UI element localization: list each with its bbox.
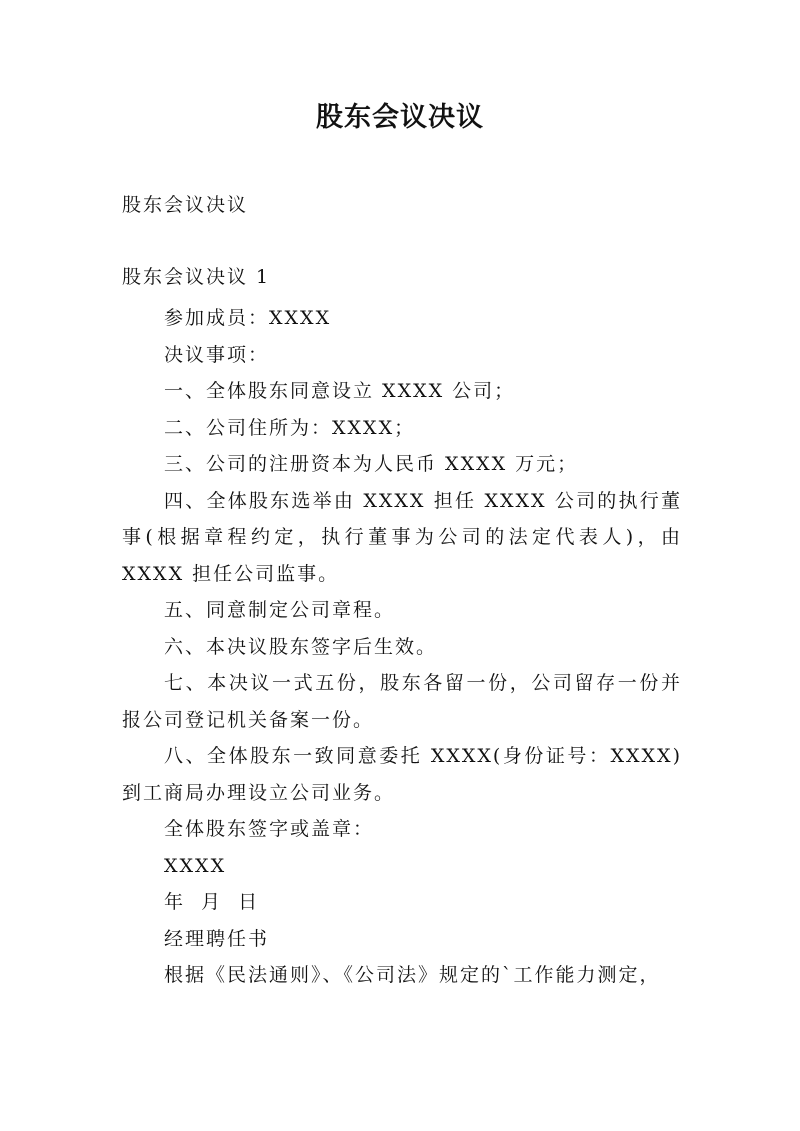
paragraph-signature-name: XXXX (164, 854, 227, 877)
document-body (122, 300, 682, 994)
paragraph-item-4: 四、全体股东选举由 XXXX 担任 XXXX 公司的执行董事(根据章程约定，执行董事为公司的法定代表人)，由 XXXX 担任公司监事。 (122, 489, 682, 585)
document-subtitle: 股东会议决议 (122, 194, 249, 216)
paragraph-appointment-text: 根据《民法通则》、《公司法》规定的`工作能力测定， (164, 964, 661, 986)
paragraph-item-2: 二、公司住所为：XXXX； (164, 416, 416, 439)
paragraph-item-5: 五、同意制定公司章程。 (164, 599, 396, 621)
paragraph-signature-label: 全体股东签字或盖章： (164, 818, 375, 840)
paragraph-appointment-title: 经理聘任书 (164, 927, 270, 950)
paragraph-item-7: 七、本决议一式五份，股东各留一份，公司留存一份并报公司登记机关备案一份。 (122, 672, 682, 731)
paragraph-item-1: 一、全体股东同意设立 XXXX 公司； (164, 380, 516, 402)
paragraph-item-6: 六、本决议股东签字后生效。 (164, 635, 438, 658)
document-title: 股东会议决议 (316, 102, 484, 133)
paragraph-resolution-items: 决议事项： (164, 343, 270, 366)
paragraph-item-3: 三、公司的注册资本为人民币 XXXX 万元； (164, 453, 579, 475)
paragraph-date: 年 月 日 (164, 891, 260, 913)
paragraph-members: 参加成员：XXXX (164, 307, 332, 329)
section-heading: 股东会议决议 1 (122, 266, 271, 288)
paragraph-item-8: 八、全体股东一致同意委托 XXXX(身份证号：XXXX)到工商局办理设立公司业务。 (122, 745, 682, 804)
